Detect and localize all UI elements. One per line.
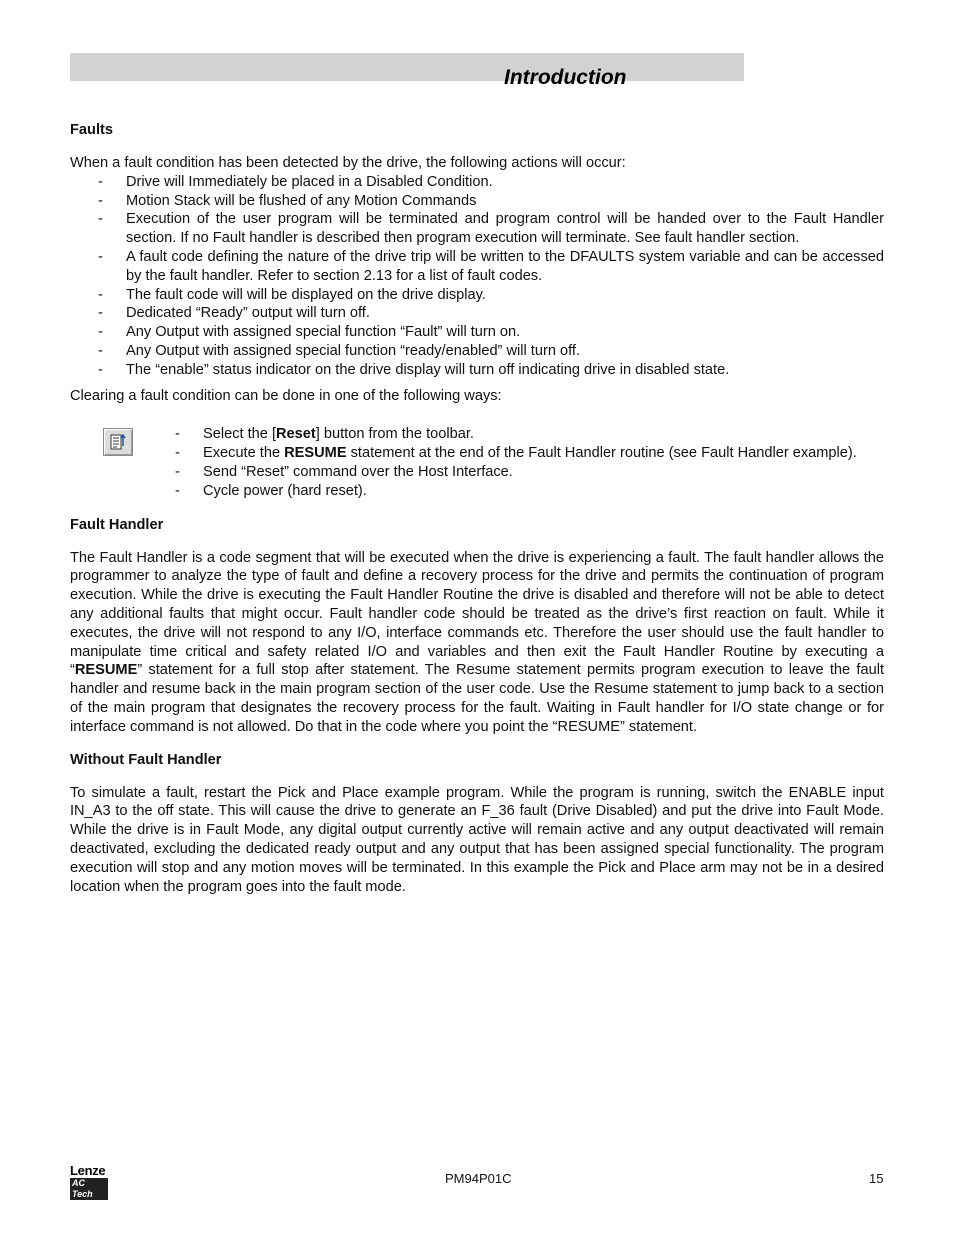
list-item: - Any Output with assigned special function “ready/enabled” will turn off. <box>70 342 884 361</box>
fault-handler-heading: Fault Handler <box>70 516 164 533</box>
without-fault-handler-heading: Without Fault Handler <box>70 751 222 768</box>
list-item: - The fault code will will be displayed on the drive display. <box>70 286 884 305</box>
faults-heading: Faults <box>70 122 113 138</box>
list-item: - Dedicated “Ready” output will turn off. <box>70 304 884 323</box>
list-item: - Send “Reset” command over the Host Interface. <box>70 463 870 482</box>
page-content <box>70 120 884 896</box>
list-item: - Cycle power (hard reset). <box>70 482 870 501</box>
page-number: 15 <box>869 1171 884 1186</box>
list-item: - Any Output with assigned special function “Fault” will turn on. <box>70 323 884 342</box>
clear-fault-list <box>70 425 870 500</box>
logo-subbrand: AC Tech <box>70 1178 108 1200</box>
list-item: - Execute the RESUME statement at the end of the Fault Handler routine (see Fault Handler example). <box>70 444 870 463</box>
page-title: Introduction <box>504 66 627 89</box>
clear-fault-intro: Clearing a fault condition can be done in one of the following ways: <box>70 387 502 404</box>
clear-fault-block <box>70 425 884 500</box>
list-item: - Execution of the user program will be terminated and program control will be handed over to the Fault Handler section. If no Fault handler is described then program execution will terminate. See fault handler section. <box>70 210 884 248</box>
list-item: - Select the [Reset] button from the toolbar. <box>70 425 870 444</box>
list-item: - A fault code defining the nature of the drive trip will be written to the DFAULTS system variable and can be accessed by the fault handler. Refer to section 2.13 for a list of fault codes. <box>70 248 884 286</box>
list-item: - Drive will Immediately be placed in a Disabled Condition. <box>70 173 884 192</box>
fault-actions-list <box>70 173 884 380</box>
without-fault-handler-body: To simulate a fault, restart the Pick and Place example program. While the program is running, switch the ENABLE input IN_A3 to the off state. This will cause the drive to generate an F_36 fault (Drive Disabled) and put the drive into Fault Mode. While the drive is in Fault Mode, any digital output currently active will remain active and any output deactivated will remain deactivated, excluding the dedicated ready output and any output that has been assigned special functionality. The program execution will stop and any motion moves will be terminated. In this example the Pick and Place arm may not be in a desired location when the program goes into the fault mode. <box>70 784 884 895</box>
header-bar <box>70 53 744 81</box>
logo-wordmark: Lenze <box>70 1163 106 1178</box>
faults-intro: When a fault condition has been detected by the drive, the following actions will occur: <box>70 155 626 171</box>
document-id: PM94P01C <box>445 1171 512 1186</box>
lenze-logo <box>70 1164 110 1200</box>
fault-handler-body: The Fault Handler is a code segment that will be executed when the drive is experiencing a fault. The fault handler allows the programmer to analyze the type of fault and define a recovery process for the drive and permits the continuation of program execution. While the drive is executing the Fault Handler Routine the drive is disabled and therefore will not be able to detect any additional faults that might occur. Fault handler code should be treated as the drive’s first reaction on fault. While it executes, the drive will not respond to any I/O, interface commands etc. Therefore the user should use the fault handler to manipulate time critical and safety related I/O and variables and then exit the Fault Handler Routine by executing a “RESUME” statement for a full stop after statement. The Resume statement permits program execution to leave the fault handler and resume back in the main program section of the user code. Use the Resume statement to jump back to a section of the main program that designates the recovery process for the fault. Waiting in Fault handler for I/O state change or for interface command is not allowed. Do that in the code where you point the “RESUME” statement. <box>70 549 884 735</box>
list-item: - The “enable” status indicator on the drive display will turn off indicating drive in disabled state. <box>70 361 884 380</box>
list-item: - Motion Stack will be flushed of any Motion Commands <box>70 192 884 211</box>
